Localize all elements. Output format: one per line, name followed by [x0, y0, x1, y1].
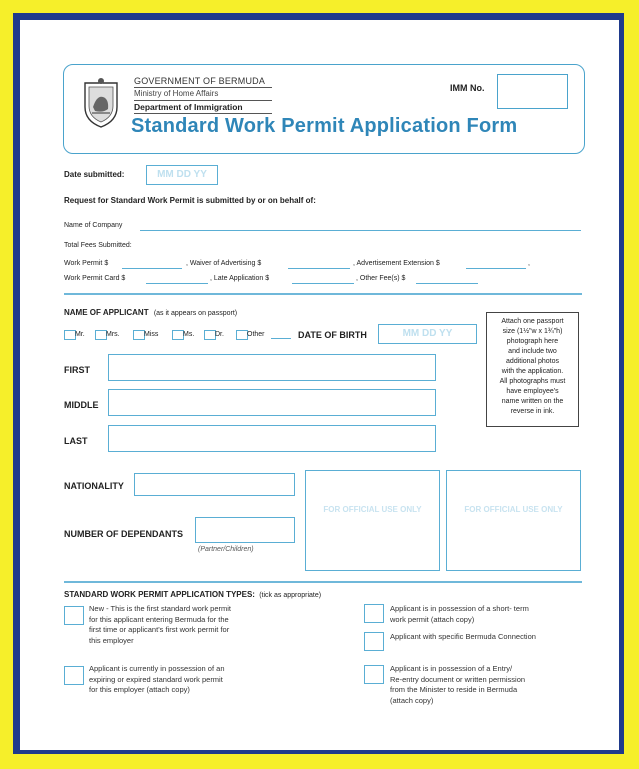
company-label: Name of Company: [64, 222, 123, 229]
title-mrs-label: Mrs.: [106, 331, 120, 338]
divider: [134, 100, 272, 101]
work-permit-fee-label: Work Permit $: [64, 260, 109, 267]
type-new-text: [89, 604, 269, 646]
ad-extension-fee-field[interactable]: [466, 268, 526, 269]
type-entry-document-checkbox[interactable]: [364, 665, 384, 684]
title-other-field[interactable]: [271, 338, 291, 339]
photo-note-line: All photographs must: [499, 378, 566, 385]
option-line: expiring or expired standard work permit: [89, 674, 223, 684]
official-use-box: FOR OFFICIAL USE ONLY: [305, 470, 440, 571]
section-divider: [64, 293, 582, 295]
government-name: GOVERNMENT OF BERMUDA: [134, 76, 266, 86]
comma: ,: [528, 260, 530, 267]
ministry-name: Ministry of Home Affairs: [134, 89, 219, 98]
type-new-checkbox[interactable]: [64, 606, 84, 625]
dependants-note: (Partner/Children): [198, 546, 254, 553]
type-expiring-checkbox[interactable]: [64, 666, 84, 685]
dob-field[interactable]: MM DD YY: [378, 324, 477, 344]
option-line: New - This is the first standard work permit: [89, 604, 231, 613]
last-name-field[interactable]: [108, 425, 436, 452]
imm-number-label: IMM No.: [450, 83, 485, 93]
permit-card-fee-field[interactable]: [146, 283, 208, 284]
types-heading-wrap: [64, 590, 321, 599]
option-line: Applicant is in possession of a short- term: [390, 604, 529, 613]
department-name: Department of Immigration: [134, 102, 243, 112]
photo-note-line: name written on the: [501, 398, 564, 405]
middle-name-label: MIDDLE: [64, 400, 99, 410]
option-line: work permit (attach copy): [390, 614, 475, 624]
waiver-fee-label: , Waiver of Advertising $: [186, 260, 262, 267]
type-bermuda-connection-text: [390, 632, 580, 643]
date-submitted-label: Date submitted:: [64, 170, 125, 179]
option-line: Re-entry document or written permission: [390, 674, 526, 684]
last-name-label: LAST: [64, 436, 88, 446]
title-mr-label: Mr.: [75, 331, 85, 338]
title-ms-label: Ms.: [183, 331, 195, 338]
date-submitted-field[interactable]: MM DD YY: [146, 165, 218, 185]
dependants-label: NUMBER OF DEPENDANTS: [64, 529, 184, 539]
option-line: Applicant is in possession of a Entry/: [390, 664, 513, 673]
imm-number-field[interactable]: [497, 74, 568, 109]
middle-name-field[interactable]: [108, 389, 436, 416]
type-bermuda-connection-checkbox[interactable]: [364, 632, 384, 651]
option-line: Applicant with specific Bermuda Connection: [390, 632, 536, 641]
other-fee-label: , Other Fee(s) $: [356, 275, 406, 282]
fees-label: Total Fees Submitted:: [64, 242, 132, 249]
bermuda-crest-icon: [81, 77, 121, 129]
waiver-fee-field[interactable]: [288, 268, 350, 269]
photo-note-line: with the application.: [501, 368, 564, 375]
title-other-label: Other: [247, 331, 265, 338]
photo-note-line: photograph here: [506, 338, 559, 345]
types-heading: STANDARD WORK PERMIT APPLICATION TYPES:: [64, 590, 255, 599]
work-permit-fee-field[interactable]: [122, 268, 182, 269]
dob-label: DATE OF BIRTH: [298, 330, 367, 340]
photo-note-line: size (1½"w x 1¾"h): [502, 328, 563, 335]
section-divider: [64, 581, 582, 583]
type-short-term-checkbox[interactable]: [364, 604, 384, 623]
option-line: (attach copy): [390, 695, 434, 705]
type-entry-document-text: [390, 664, 580, 706]
photo-note-line: have employee's: [506, 388, 559, 395]
photo-instructions: [486, 312, 579, 427]
photo-note-line: Attach one passport: [501, 318, 564, 325]
form-header: [63, 64, 585, 154]
late-application-fee-label: , Late Application $: [210, 275, 270, 282]
option-line: for this applicant entering Bermuda for the: [89, 614, 229, 624]
company-field[interactable]: [140, 230, 581, 231]
nationality-field[interactable]: [134, 473, 295, 496]
applicant-heading-wrap: [64, 308, 237, 317]
option-line: first time or applicant's first work permit for: [89, 625, 230, 634]
official-use-box: FOR OFFICIAL USE ONLY: [446, 470, 581, 571]
first-name-field[interactable]: [108, 354, 436, 381]
divider: [134, 113, 272, 114]
option-line: for this employer (attach copy): [89, 685, 190, 694]
applicant-heading: NAME OF APPLICANT: [64, 308, 149, 317]
form-title: Standard Work Permit Application Form: [131, 115, 518, 137]
photo-note-line: and include two: [508, 348, 557, 355]
nationality-label: NATIONALITY: [64, 481, 124, 491]
late-application-fee-field[interactable]: [292, 283, 354, 284]
option-line: from the Minister to reside in Bermuda: [390, 685, 518, 694]
permit-card-fee-label: Work Permit Card $: [64, 275, 126, 282]
form-page: [20, 20, 619, 750]
request-heading: Request for Standard Work Permit is submitted by or on behalf of:: [64, 196, 316, 205]
photo-note-line: additional photos: [506, 358, 559, 365]
type-expiring-text: [89, 664, 269, 696]
type-short-term-text: [390, 604, 580, 625]
photo-note-line: reverse in ink.: [510, 408, 555, 415]
first-name-label: FIRST: [64, 365, 90, 375]
types-note: (tick as appropriate): [259, 592, 322, 599]
divider: [134, 87, 272, 88]
option-line: Applicant is currently in possession of an: [89, 664, 225, 673]
option-line: this employer: [89, 635, 134, 645]
applicant-heading-note: (as it appears on passport): [153, 310, 238, 317]
title-miss-label: Miss: [144, 331, 159, 338]
title-dr-label: Dr.: [215, 331, 224, 338]
other-fee-field[interactable]: [416, 283, 478, 284]
ad-extension-fee-label: , Advertisement Extension $: [353, 260, 440, 267]
dependants-field[interactable]: [195, 517, 295, 543]
